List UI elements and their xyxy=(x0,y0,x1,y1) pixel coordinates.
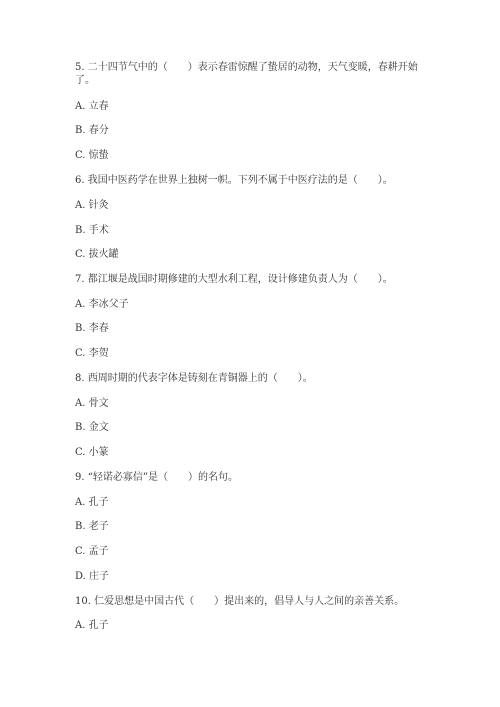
question-8-option-c: C. 小篆 xyxy=(75,447,109,458)
question-7-option-c: C. 李贺 xyxy=(75,348,109,359)
question-9-option-d: D. 庄子 xyxy=(75,571,110,582)
question-8-stem: 8. 西周时期的代表字体是铸刻在青铜器上的（ ）。 xyxy=(75,373,313,384)
question-9-option-a: A. 孔子 xyxy=(75,497,109,508)
question-5-option-c: C. 惊蛰 xyxy=(75,150,109,161)
question-5-option-b: B. 春分 xyxy=(75,125,109,136)
question-7-option-b: B. 李春 xyxy=(75,323,109,334)
question-5-stem: 5. 二十四节气中的（ ）表示春雷惊醒了蛰居的动物，天气变暖，春耕开始了。 xyxy=(75,62,418,86)
question-9-stem: 9. “轻诺必寡信”是（ ）的名句。 xyxy=(75,472,238,483)
question-6-option-b: B. 手术 xyxy=(75,225,109,236)
question-8-option-b: B. 金文 xyxy=(75,422,109,433)
question-10-stem: 10. 仁爱思想是中国古代（ ）提出来的，倡导人与人之间的亲善关系。 xyxy=(75,596,405,607)
question-6-option-a: A. 针灸 xyxy=(75,200,109,211)
question-6-stem: 6. 我国中医药学在世界上独树一帜。下列不属于中医疗法的是（ ）。 xyxy=(75,175,393,186)
question-10-option-a: A. 孔子 xyxy=(75,620,109,631)
question-9-option-b: B. 老子 xyxy=(75,521,109,532)
question-8-option-a: A. 骨文 xyxy=(75,398,109,409)
question-7-option-a: A. 李冰父子 xyxy=(75,299,129,310)
question-5-option-a: A. 立春 xyxy=(75,101,109,112)
question-7-stem: 7. 都江堰是战国时期修建的大型水利工程，设计修建负责人为（ ）。 xyxy=(75,274,393,285)
question-6-option-c: C. 拔火罐 xyxy=(75,249,119,260)
question-9-option-c: C. 孟子 xyxy=(75,546,109,557)
